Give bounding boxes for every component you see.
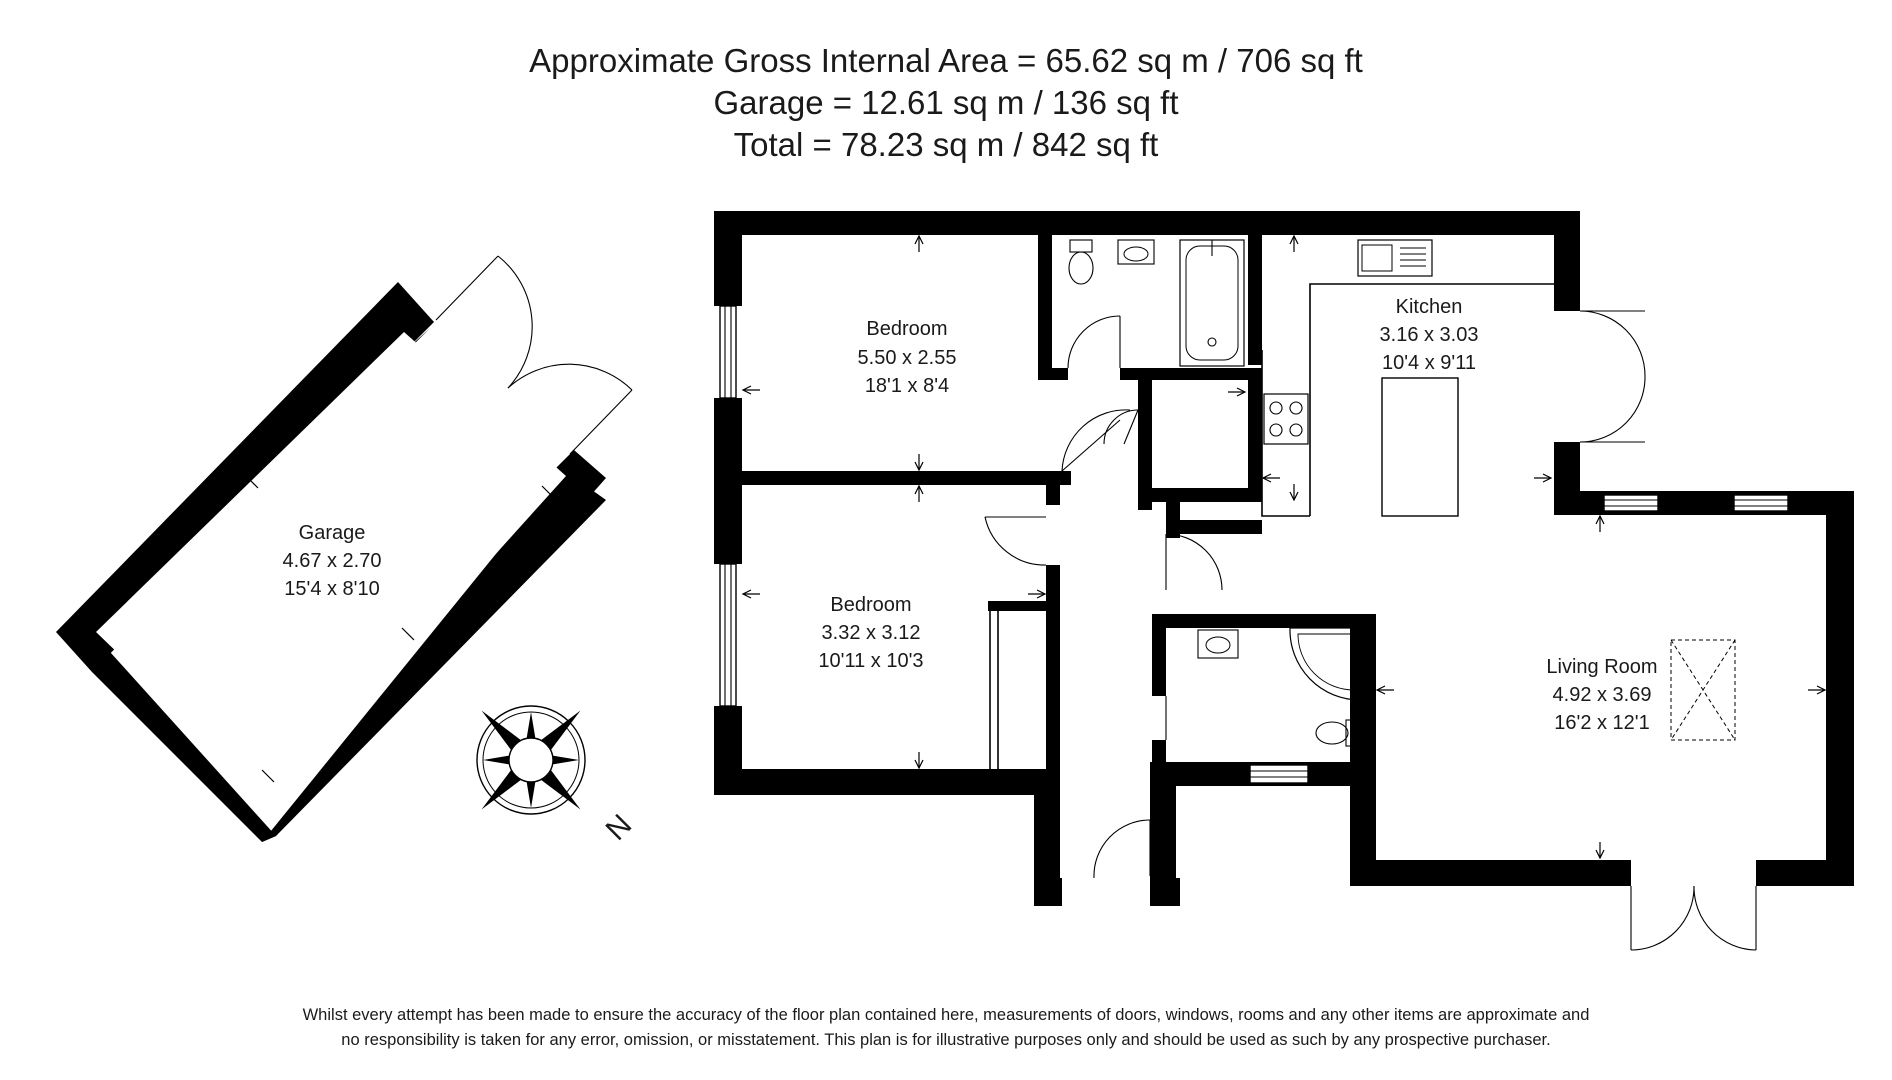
room-kitchen [1380, 296, 1479, 374]
room-imperial: 10'11 x 10'3 [818, 650, 924, 672]
room-name: Living Room [1546, 656, 1658, 678]
garage-area-text: Garage = 12.61 sq m / 136 sq ft [713, 84, 1179, 121]
room-imperial: 18'1 x 8'4 [864, 375, 950, 397]
outer-walls [714, 211, 1854, 906]
interior-walls [742, 235, 1376, 776]
bathroom-fixtures [1068, 240, 1244, 368]
room-imperial: 15'4 x 8'10 [284, 578, 380, 600]
room-metric: 3.16 x 3.03 [1379, 324, 1479, 346]
room-metric: 4.92 x 3.69 [1552, 684, 1652, 706]
room-metric: 5.50 x 2.55 [857, 347, 957, 369]
disclaimer-line-2: no responsibility is taken for any error, omission, or misstatement. This plan is for illustrative purposes only and should be used as such by any prospective purchaser. [341, 1031, 1551, 1049]
disclaimer [0, 1003, 1892, 1053]
compass-rose-icon [432, 661, 630, 859]
room-name: Bedroom [866, 318, 948, 340]
room-metric: 4.67 x 2.70 [282, 550, 382, 572]
disclaimer-line-1: Whilst every attempt has been made to ensure the accuracy of the floor plan contained here, measurements of doors, windows, rooms and any other items are approximate and [302, 1006, 1590, 1024]
total-area-text: Total = 78.23 sq m / 842 sq ft [733, 126, 1159, 163]
skylight [1671, 640, 1735, 740]
room-name: Bedroom [830, 594, 912, 616]
shower-room-fixtures [1198, 628, 1360, 746]
room-living-room [1546, 656, 1657, 734]
kitchen-worktop [1262, 240, 1554, 516]
room-imperial: 16'2 x 12'1 [1554, 712, 1650, 734]
shower-room-window [1250, 765, 1308, 783]
compass-north-label: N [599, 808, 639, 847]
room-imperial: 10'4 x 9'11 [1381, 352, 1477, 374]
living-room-french-doors [1631, 886, 1756, 950]
room-bedroom-1 [858, 318, 957, 397]
gross-area-text: Approximate Gross Internal Area = 65.62 sq m / 706 sq ft [529, 42, 1363, 79]
room-metric: 3.32 x 3.12 [821, 622, 921, 644]
room-name: Kitchen [1395, 296, 1463, 318]
kitchen-french-doors [1580, 311, 1645, 442]
room-name: Garage [298, 522, 366, 544]
room-bedroom-2 [818, 594, 923, 672]
